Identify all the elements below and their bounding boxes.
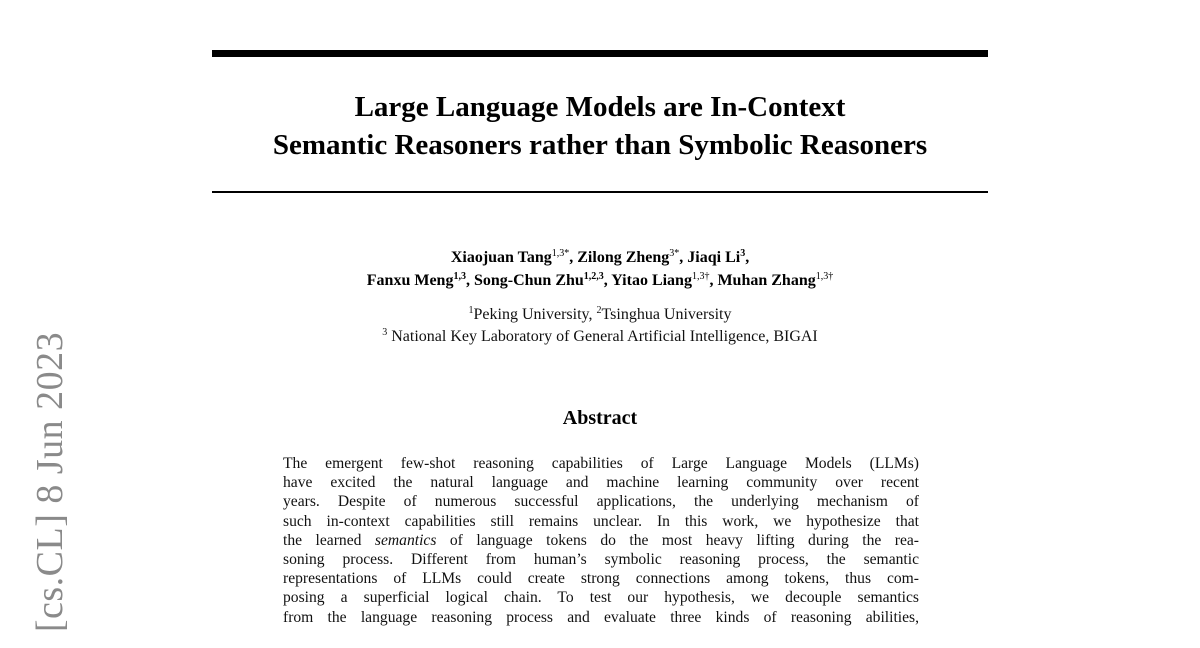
author-name: Muhan Zhang — [717, 272, 816, 289]
affiliation-bigai: National Key Laboratory of General Artificial Intelligence, BIGAI — [387, 328, 818, 345]
affiliation-tsinghua: Tsinghua University — [601, 306, 732, 323]
author-mark: * — [564, 248, 570, 259]
author-line-2: Fanxu Meng$^{1,3}$, Song-Chun Zhu$^{1,2,3}$, Yitao Liang$^{1,3\dagger}$, Muhan Zhang$^{1,3\dagger}$ — [366, 271, 834, 289]
author-mark: † — [704, 271, 710, 282]
abstract-line: The emergent few-shot reasoning capabilities of Large Language Models (LLMs) — [283, 455, 919, 472]
title-rule — [212, 191, 988, 193]
author-name: Jiaqi Li — [687, 249, 741, 266]
abstract-line: posing a superficial logical chain. To test our hypothesis, we decouple semantics — [283, 589, 919, 607]
top-rule — [212, 50, 988, 57]
abstract-text: of language tokens do the most heavy lifting during the rea- — [436, 531, 919, 549]
author-affil: 1,3 — [551, 248, 565, 259]
affiliation-number: 1 — [468, 305, 474, 316]
author-affil: 1,3 — [815, 271, 829, 282]
title-line-2: Semantic Reasoners rather than Symbolic Reasoners — [272, 129, 928, 161]
author-name: Fanxu Meng — [366, 272, 454, 289]
abstract-heading: Abstract — [562, 407, 638, 429]
author-mark: † — [828, 271, 834, 282]
abstract-line: from the language reasoning process and evaluate three kinds of reasoning abilities, — [283, 608, 919, 626]
author-affil: 3 — [740, 248, 746, 259]
author-name: Song-Chun Zhu — [473, 272, 584, 289]
abstract-line: such in-context capabilities still remains unclear. In this work, we hypothesize that — [283, 512, 919, 530]
author-affil: 1,3 — [691, 271, 705, 282]
author-affil: 1,3 — [453, 271, 466, 282]
abstract-text: the learned — [283, 531, 375, 549]
author-line-1: Xiaojuan Tang$^{1,3*}$, Zilong Zheng$^{3*}$, Jiaqi Li$^3$, — [450, 248, 750, 266]
author-list — [212, 246, 988, 292]
author-mark: * — [674, 248, 680, 259]
affiliations — [212, 304, 988, 348]
affiliation-number: 2 — [596, 305, 602, 316]
author-name: Xiaojuan Tang — [450, 249, 552, 266]
abstract-line: years. Despite of numerous successful applications, the underlying mechanism of — [283, 493, 919, 511]
affiliation-number: 3 — [382, 327, 388, 338]
author-name: Zilong Zheng — [577, 249, 670, 266]
abstract-line: have excited the natural language and machine learning community over recent — [283, 474, 919, 492]
arxiv-stamp-text: [cs.CL] 8 Jun 2023 — [29, 331, 71, 633]
abstract-line — [283, 531, 919, 550]
abstract-emphasis: semantics — [374, 531, 437, 549]
abstract-body — [283, 454, 919, 627]
affiliation-line-1 — [212, 304, 988, 326]
abstract-line: representations of LLMs could create strong connections among tokens, thus com- — [283, 570, 919, 588]
title-line-1: Large Language Models are In-Context — [354, 91, 846, 123]
author-affil: 1,2,3 — [583, 271, 604, 282]
paper-title — [212, 88, 988, 164]
author-name: Yitao Liang — [611, 272, 692, 289]
abstract-line: soning process. Different from human’s symbolic reasoning process, the semantic — [283, 550, 919, 568]
affiliation-peking: Peking University, — [473, 306, 597, 323]
affiliation-line-2 — [212, 326, 988, 348]
author-affil: 3 — [669, 248, 675, 259]
